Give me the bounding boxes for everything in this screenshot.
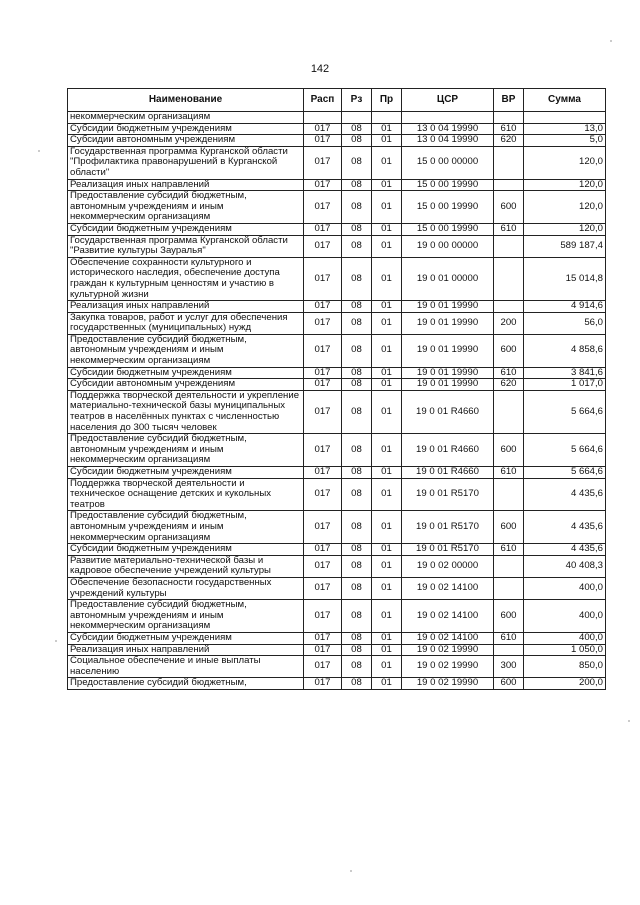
cell-csr: 19 0 00 00000 — [402, 235, 494, 257]
cell-csr: 19 0 02 19990 — [402, 656, 494, 678]
cell-name: Предоставление субсидий бюджетным, автономным учреждениям и иным некоммерческим организациям — [68, 191, 304, 224]
cell-rz: 08 — [342, 367, 372, 379]
page-number: 142 — [310, 63, 330, 75]
cell-pr: 01 — [372, 555, 402, 577]
cell-vr — [494, 555, 524, 577]
cell-sum: 120,0 — [524, 179, 606, 191]
cell-name: Субсидии бюджетным учреждениям — [68, 223, 304, 235]
cell-sum: 15 014,8 — [524, 257, 606, 300]
cell-name: Предоставление субсидий бюджетным, автономным учреждениям и иным некоммерческим организациям — [68, 334, 304, 367]
cell-csr: 15 0 00 00000 — [402, 146, 494, 179]
cell-pr: 01 — [372, 511, 402, 544]
cell-rz: 08 — [342, 600, 372, 633]
cell-sum: 5 664,6 — [524, 434, 606, 467]
cell-rasp: 017 — [304, 235, 342, 257]
cell-pr: 01 — [372, 191, 402, 224]
cell-name: Субсидии бюджетным учреждениям — [68, 123, 304, 135]
cell-sum: 5,0 — [524, 135, 606, 147]
cell-sum: 4 435,6 — [524, 478, 606, 511]
cell-rasp: 017 — [304, 223, 342, 235]
cell-name: Субсидии бюджетным учреждениям — [68, 467, 304, 479]
cell-rasp: 017 — [304, 334, 342, 367]
table-row — [68, 146, 606, 179]
cell-rz: 08 — [342, 632, 372, 644]
table-row — [68, 191, 606, 224]
cell-csr: 19 0 01 R5170 — [402, 478, 494, 511]
cell-rasp: 017 — [304, 367, 342, 379]
cell-rz: 08 — [342, 511, 372, 544]
cell-rasp: 017 — [304, 390, 342, 433]
cell-sum: 1 050,0 — [524, 644, 606, 656]
cell-rz: 08 — [342, 379, 372, 391]
cell-csr: 19 0 01 00000 — [402, 257, 494, 300]
cell-rz: 08 — [342, 555, 372, 577]
cell-name: Обеспечение безопасности государственных учреждений культуры — [68, 577, 304, 599]
table-row — [68, 577, 606, 599]
table-row — [68, 301, 606, 313]
cell-vr: 610 — [494, 544, 524, 556]
table-header-row — [68, 89, 606, 112]
table-row — [68, 223, 606, 235]
cell-pr: 01 — [372, 146, 402, 179]
table-row — [68, 257, 606, 300]
column-header-pr: Пр — [372, 89, 402, 112]
cell-sum: 120,0 — [524, 223, 606, 235]
cell-name: Реализация иных направлений — [68, 301, 304, 313]
cell-rasp: 017 — [304, 257, 342, 300]
table-row — [68, 379, 606, 391]
cell-name: некоммерческим организациям — [68, 112, 304, 124]
cell-name: Предоставление субсидий бюджетным, автономным учреждениям и иным некоммерческим организациям — [68, 511, 304, 544]
cell-pr: 01 — [372, 367, 402, 379]
cell-pr: 01 — [372, 301, 402, 313]
cell-name: Предоставление субсидий бюджетным, — [68, 678, 304, 690]
cell-sum: 4 435,6 — [524, 511, 606, 544]
cell-rz: 08 — [342, 179, 372, 191]
cell-pr: 01 — [372, 179, 402, 191]
cell-rasp: 017 — [304, 555, 342, 577]
cell-csr: 19 0 02 00000 — [402, 555, 494, 577]
table-row — [68, 112, 606, 124]
cell-rasp: 017 — [304, 179, 342, 191]
scan-speck — [628, 720, 630, 722]
cell-vr: 600 — [494, 334, 524, 367]
table-row — [68, 312, 606, 334]
cell-csr: 19 0 01 R4660 — [402, 390, 494, 433]
cell-vr: 610 — [494, 367, 524, 379]
cell-rz: 08 — [342, 312, 372, 334]
cell-rasp: 017 — [304, 379, 342, 391]
column-header-rz: Рз — [342, 89, 372, 112]
cell-pr: 01 — [372, 390, 402, 433]
cell-vr — [494, 257, 524, 300]
cell-csr: 19 0 01 R5170 — [402, 511, 494, 544]
cell-sum: 1 017,0 — [524, 379, 606, 391]
cell-vr — [494, 112, 524, 124]
table-row — [68, 555, 606, 577]
table-row — [68, 632, 606, 644]
cell-pr: 01 — [372, 632, 402, 644]
cell-pr: 01 — [372, 312, 402, 334]
cell-name: Социальное обеспечение и иные выплаты населению — [68, 656, 304, 678]
cell-sum: 120,0 — [524, 146, 606, 179]
cell-name: Реализация иных направлений — [68, 179, 304, 191]
cell-rz: 08 — [342, 656, 372, 678]
cell-vr: 610 — [494, 467, 524, 479]
cell-sum: 3 841,6 — [524, 367, 606, 379]
cell-csr: 19 0 02 19990 — [402, 678, 494, 690]
cell-sum: 4 435,6 — [524, 544, 606, 556]
cell-rasp: 017 — [304, 644, 342, 656]
cell-csr: 19 0 01 R4660 — [402, 467, 494, 479]
cell-csr: 19 0 01 19990 — [402, 334, 494, 367]
cell-pr: 01 — [372, 223, 402, 235]
cell-rasp: 017 — [304, 600, 342, 633]
cell-rasp: 017 — [304, 434, 342, 467]
cell-pr: 01 — [372, 434, 402, 467]
cell-sum: 56,0 — [524, 312, 606, 334]
cell-name: Предоставление субсидий бюджетным, автономным учреждениям и иным некоммерческим организациям — [68, 600, 304, 633]
cell-rz: 08 — [342, 135, 372, 147]
cell-csr — [402, 112, 494, 124]
table-body — [68, 112, 606, 690]
cell-vr — [494, 179, 524, 191]
cell-csr: 19 0 02 14100 — [402, 600, 494, 633]
cell-name: Субсидии бюджетным учреждениям — [68, 367, 304, 379]
cell-rz: 08 — [342, 434, 372, 467]
cell-pr — [372, 112, 402, 124]
cell-csr: 19 0 01 19990 — [402, 367, 494, 379]
scan-speck — [55, 640, 57, 642]
cell-csr: 19 0 01 R5170 — [402, 544, 494, 556]
cell-sum: 120,0 — [524, 191, 606, 224]
cell-rasp: 017 — [304, 135, 342, 147]
cell-csr: 15 0 00 19990 — [402, 179, 494, 191]
cell-vr: 600 — [494, 678, 524, 690]
cell-pr: 01 — [372, 467, 402, 479]
cell-sum: 850,0 — [524, 656, 606, 678]
cell-vr: 620 — [494, 135, 524, 147]
table-row — [68, 123, 606, 135]
column-header-name: Наименование — [68, 89, 304, 112]
cell-rz: 08 — [342, 467, 372, 479]
table-row — [68, 135, 606, 147]
cell-name: Субсидии бюджетным учреждениям — [68, 544, 304, 556]
cell-csr: 15 0 00 19990 — [402, 191, 494, 224]
table-row — [68, 235, 606, 257]
cell-pr: 01 — [372, 334, 402, 367]
cell-name: Субсидии бюджетным учреждениям — [68, 632, 304, 644]
cell-csr: 19 0 01 19990 — [402, 301, 494, 313]
cell-rz: 08 — [342, 235, 372, 257]
cell-name: Закупка товаров, работ и услуг для обеспечения государственных (муниципальных) нужд — [68, 312, 304, 334]
cell-name: Субсидии автономным учреждениям — [68, 135, 304, 147]
cell-vr: 600 — [494, 600, 524, 633]
cell-pr: 01 — [372, 478, 402, 511]
cell-rz: 08 — [342, 644, 372, 656]
cell-pr: 01 — [372, 123, 402, 135]
cell-name: Государственная программа Курганской области "Профилактика правонарушений в Курганской области" — [68, 146, 304, 179]
cell-rz: 08 — [342, 123, 372, 135]
cell-csr: 19 0 02 19990 — [402, 644, 494, 656]
column-header-rasp: Расп — [304, 89, 342, 112]
cell-csr: 19 0 02 14100 — [402, 577, 494, 599]
cell-vr — [494, 644, 524, 656]
cell-name: Предоставление субсидий бюджетным, автономным учреждениям и иным некоммерческим организациям — [68, 434, 304, 467]
cell-csr: 19 0 01 19990 — [402, 312, 494, 334]
table-row — [68, 678, 606, 690]
cell-rz: 08 — [342, 334, 372, 367]
cell-sum — [524, 112, 606, 124]
cell-sum: 400,0 — [524, 577, 606, 599]
cell-vr — [494, 390, 524, 433]
table-row — [68, 511, 606, 544]
cell-vr: 600 — [494, 191, 524, 224]
table-row — [68, 644, 606, 656]
cell-sum: 5 664,6 — [524, 390, 606, 433]
cell-sum: 40 408,3 — [524, 555, 606, 577]
cell-pr: 01 — [372, 544, 402, 556]
cell-rasp: 017 — [304, 511, 342, 544]
cell-rz: 08 — [342, 544, 372, 556]
cell-name: Поддержка творческой деятельности и укрепление материально-технической базы муниципальных театров в населённых пунктах с численностью населения до 300 тысяч человек — [68, 390, 304, 433]
cell-sum: 400,0 — [524, 600, 606, 633]
cell-name: Поддержка творческой деятельности и техническое оснащение детских и кукольных театров — [68, 478, 304, 511]
cell-sum: 5 664,6 — [524, 467, 606, 479]
cell-rz — [342, 112, 372, 124]
cell-pr: 01 — [372, 577, 402, 599]
table-row — [68, 179, 606, 191]
cell-vr: 610 — [494, 123, 524, 135]
table-row — [68, 478, 606, 511]
table-row — [68, 600, 606, 633]
table-row — [68, 390, 606, 433]
cell-rz: 08 — [342, 146, 372, 179]
cell-vr: 200 — [494, 312, 524, 334]
cell-name: Обеспечение сохранности культурного и исторического наследия, обеспечение доступа граждан к культурным ценностям и участию в культурной жизни — [68, 257, 304, 300]
cell-csr: 19 0 01 R4660 — [402, 434, 494, 467]
cell-pr: 01 — [372, 644, 402, 656]
cell-vr — [494, 478, 524, 511]
cell-sum: 13,0 — [524, 123, 606, 135]
column-header-csr: ЦСР — [402, 89, 494, 112]
table-row — [68, 544, 606, 556]
cell-rz: 08 — [342, 577, 372, 599]
cell-vr: 600 — [494, 434, 524, 467]
cell-sum: 4 914,6 — [524, 301, 606, 313]
table-row — [68, 467, 606, 479]
cell-rasp: 017 — [304, 656, 342, 678]
table-row — [68, 334, 606, 367]
cell-csr: 19 0 01 19990 — [402, 379, 494, 391]
cell-pr: 01 — [372, 656, 402, 678]
scan-speck — [38, 150, 40, 152]
table-row — [68, 434, 606, 467]
cell-csr: 15 0 00 19990 — [402, 223, 494, 235]
cell-vr: 300 — [494, 656, 524, 678]
cell-vr: 610 — [494, 632, 524, 644]
cell-rz: 08 — [342, 257, 372, 300]
cell-rasp: 017 — [304, 123, 342, 135]
cell-pr: 01 — [372, 678, 402, 690]
cell-rasp: 017 — [304, 467, 342, 479]
cell-rasp: 017 — [304, 301, 342, 313]
table-row — [68, 367, 606, 379]
cell-rz: 08 — [342, 191, 372, 224]
cell-name: Государственная программа Курганской области "Развитие культуры Зауралья" — [68, 235, 304, 257]
cell-vr: 620 — [494, 379, 524, 391]
cell-rasp: 017 — [304, 478, 342, 511]
cell-csr: 13 0 04 19990 — [402, 123, 494, 135]
cell-vr — [494, 235, 524, 257]
scan-speck — [610, 40, 612, 42]
cell-rasp: 017 — [304, 678, 342, 690]
cell-name: Реализация иных направлений — [68, 644, 304, 656]
cell-rasp: 017 — [304, 632, 342, 644]
cell-pr: 01 — [372, 379, 402, 391]
cell-rasp: 017 — [304, 544, 342, 556]
scan-speck — [350, 870, 352, 872]
cell-name: Субсидии автономным учреждениям — [68, 379, 304, 391]
cell-sum: 200,0 — [524, 678, 606, 690]
cell-vr: 610 — [494, 223, 524, 235]
cell-rasp: 017 — [304, 191, 342, 224]
cell-rasp: 017 — [304, 577, 342, 599]
cell-rasp — [304, 112, 342, 124]
cell-rz: 08 — [342, 223, 372, 235]
cell-pr: 01 — [372, 257, 402, 300]
cell-rasp: 017 — [304, 312, 342, 334]
cell-vr: 600 — [494, 511, 524, 544]
column-header-sum: Сумма — [524, 89, 606, 112]
cell-rz: 08 — [342, 301, 372, 313]
cell-vr — [494, 301, 524, 313]
cell-pr: 01 — [372, 235, 402, 257]
cell-rz: 08 — [342, 478, 372, 511]
cell-csr: 13 0 04 19990 — [402, 135, 494, 147]
cell-rasp: 017 — [304, 146, 342, 179]
cell-rz: 08 — [342, 678, 372, 690]
cell-vr — [494, 577, 524, 599]
cell-sum: 4 858,6 — [524, 334, 606, 367]
column-header-vr: ВР — [494, 89, 524, 112]
cell-pr: 01 — [372, 135, 402, 147]
table-row — [68, 656, 606, 678]
cell-sum: 589 187,4 — [524, 235, 606, 257]
cell-pr: 01 — [372, 600, 402, 633]
cell-name: Развитие материально-технической базы и кадровое обеспечение учреждений культуры — [68, 555, 304, 577]
budget-table — [67, 88, 606, 690]
cell-sum: 400,0 — [524, 632, 606, 644]
cell-vr — [494, 146, 524, 179]
cell-rz: 08 — [342, 390, 372, 433]
cell-csr: 19 0 02 14100 — [402, 632, 494, 644]
